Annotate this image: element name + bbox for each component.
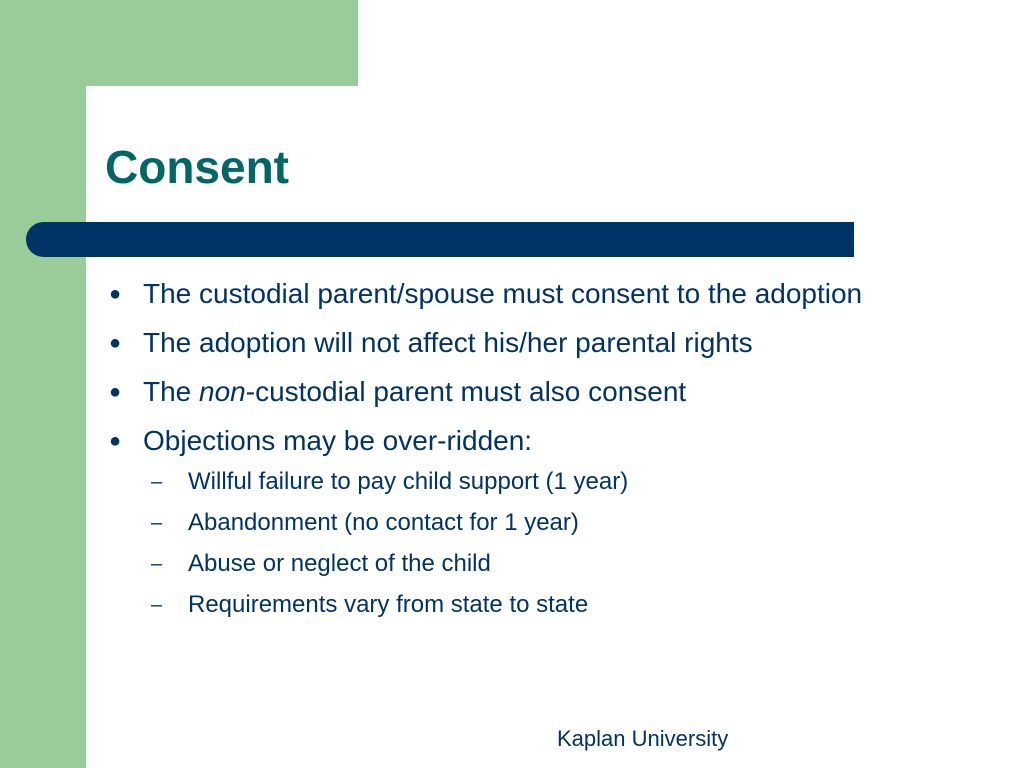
sub-bullet-item [143,590,905,620]
bullet-dot-icon: ● [109,332,122,354]
green-frame-left [0,0,86,768]
bullet-item [105,374,905,410]
slide-title: Consent [105,141,289,193]
title-underline-bar [26,222,854,257]
bullet-text-emphasis: non [199,376,246,407]
dash-icon: – [151,471,163,493]
sub-bullet-item [143,467,905,497]
bullet-text: The custodial parent/spouse must consent to the adoption [143,278,863,309]
green-frame-top [0,0,358,86]
sub-bullet-text: Abuse or neglect of the child [188,550,491,577]
bullet-dot-icon: ● [109,283,122,305]
footer-text: Kaplan University [557,726,729,751]
bullet-dot-icon: ● [109,381,122,403]
dash-icon: – [151,512,163,534]
bullet-text: Objections may be over-ridden: [143,425,533,456]
slide-body [105,276,905,633]
bullet-item [105,325,905,361]
sub-bullet-item [143,508,905,538]
bullet-text: The adoption will not affect his/her parental rights [143,327,753,358]
bullet-text-prefix: The [143,376,200,407]
dash-icon: – [151,594,163,616]
sub-bullet-text: Willful failure to pay child support (1 year) [188,468,629,495]
bullet-list [105,276,905,620]
bullet-item [105,276,905,312]
dash-icon: – [151,553,163,575]
sub-bullet-item [143,549,905,579]
sub-bullet-text: Requirements vary from state to state [188,591,589,618]
bullet-item [105,423,905,620]
bullet-dot-icon: ● [109,430,122,452]
bullet-text-suffix: -custodial parent must also consent [245,376,687,407]
sub-bullet-text: Abandonment (no contact for 1 year) [188,509,579,536]
sub-bullet-list [143,467,905,620]
